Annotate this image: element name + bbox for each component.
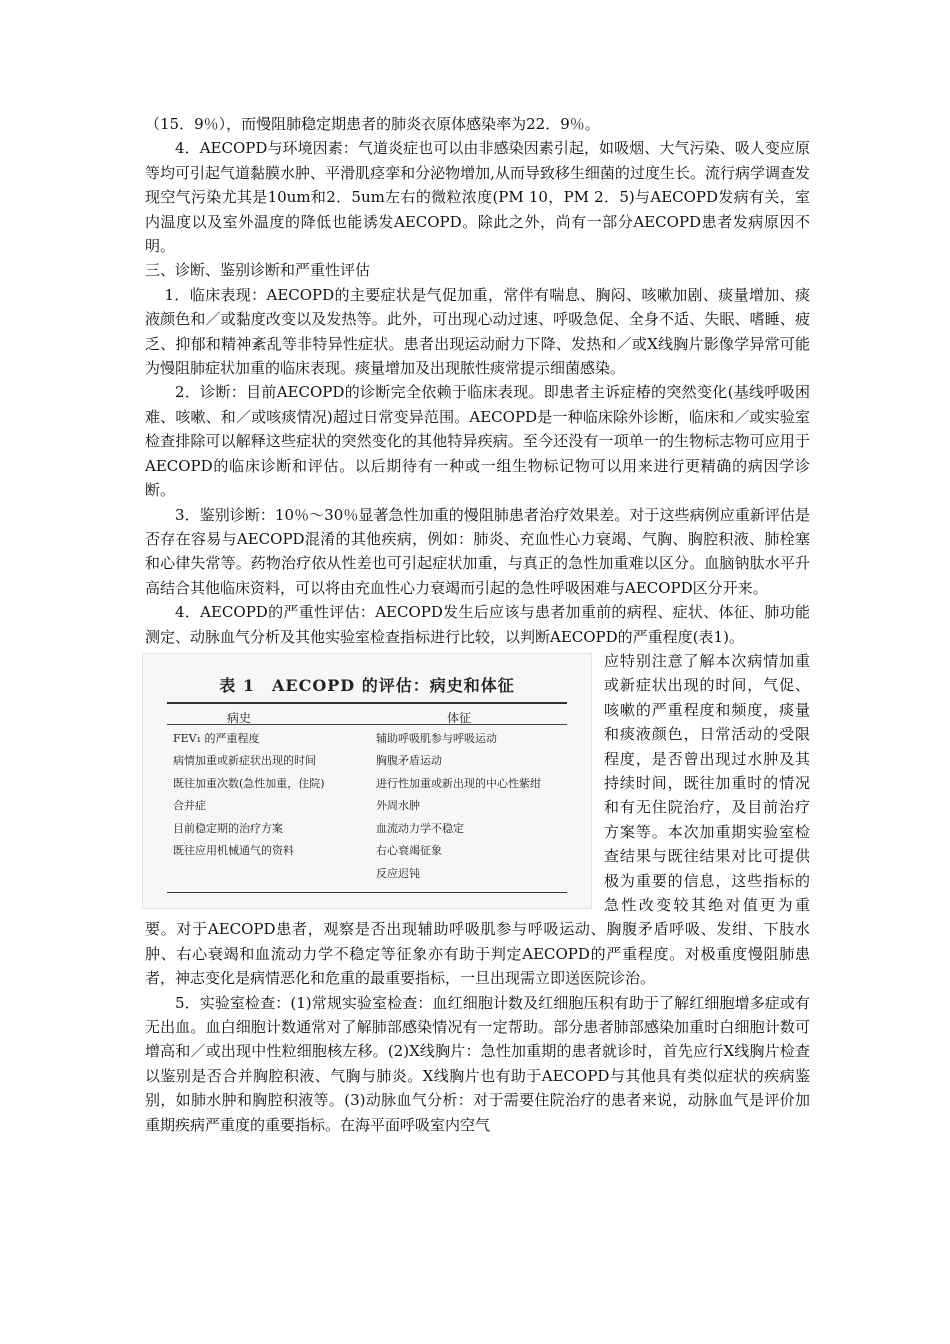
table-cell: 反应迟钝	[376, 866, 420, 880]
paragraph-lab-tests: 5．实验室检查：(1)常规实验室检查：血红细胞计数及红细胞压积有助于了解红细胞增多症或有无出血。血白细胞计数通常对了解肺部感染情况有一定帮助。部分患者肺部感染加重时白细胞计数可增高和／或出现中性粒细胞核左移。(2)X线胸片：急性加重期的患者就诊时，首先应行X线胸片检查以鉴别是否合并胸腔积液、气胸与肺炎。X线胸片也有助于AECOPD与其他具有类似症状的疾病鉴别，如肺水肿和胸腔积液等。(3)动脉血气分析：对于需要住院治疗的患者来说，动脉血气是评价加重期疾病严重度的重要指标。在海平面呼吸室内空气	[145, 993, 810, 1134]
table-cell: 右心衰竭征象	[376, 844, 442, 858]
section-heading: 三、诊断、鉴别诊断和严重性评估	[145, 261, 371, 280]
table-cell: 辅助呼吸肌参与呼吸运动	[376, 731, 497, 745]
table-cell: 既往加重次数(急性加重，住院)	[173, 776, 325, 790]
table-wrap-section	[145, 649, 810, 991]
paragraph-differential: 3．鉴别诊断：10％～30％显著急性加重的慢阻肺患者治疗效果差。对于这些病例应重新评估是否存在容易与AECOPD混淆的其他疾病，例如：肺炎、充血性心力衰竭、气胸、胸腔积液、肺栓塞和心律失常等。药物治疗依从性差也可引起症状加重，与真正的急性加重难以区分。血脑钠肽水平升高结合其他临床资料，可以将由充血性心力衰竭而引起的急性呼吸困难与AECOPD区分开来。	[145, 505, 810, 597]
table-cell: 进行性加重或新出现的中心性紫绀	[376, 776, 541, 790]
document-page	[145, 112, 810, 1137]
paragraph-clinical: 1．临床表现：AECOPD的主要症状是气促加重，常伴有喘息、胸闷、咳嗽加剧、痰量增加、痰液颜色和／或黏度改变以及发热等。此外，可出现心动过速、呼吸急促、全身不适、失眠、嗜睡、疲乏、抑郁和精神紊乱等非特异性症状。患者出现运动耐力下降、发热和／或X线胸片影像学异常可能为慢阻肺症状加重的临床表现。痰量增加及出现脓性痰常提示细菌感染。	[145, 285, 810, 378]
table-1-figure	[142, 653, 592, 909]
table-cell: 病情加重或新症状出现的时间	[173, 754, 316, 768]
paragraph-2: 4．AECOPD与环境因素：气道炎症也可以由非感染因素引起，如吸烟、大气污染、吸人变应原等均可引起气道黏膜水肿、平滑肌痉挛和分泌物增加,从而导致移生细菌的过度生长。流行病学调查发现空气污染尤其是10um和2．5um左右的微粒浓度(PM 10，PM 2．5)与AECOPD发病有关，室内温度以及室外温度的降低也能诱发AECOPD。除此之外，尚有一部分AECOPD患者发病原因不明。	[145, 139, 810, 256]
table-rule-bottom	[167, 892, 567, 893]
paragraph-diagnosis: 2．诊断：目前AECOPD的诊断完全依赖于临床表现。即患者主诉症椿的突然变化(基线呼吸困难、咳嗽、和／或咳痰情况)超过日常变异范围。AECOPD是一种临床除外诊断，临床和／或实验室检查排除可以解释这些症状的突然变化的其他特异疾病。至今还没有一项单一的生物标志物可应用于AECOPD的临床诊断和评估。以后期待有一种或一组生物标记物可以用来进行更精确的病因学诊断。	[145, 383, 810, 500]
paragraph-severity: 4．AECOPD的严重性评估：AECOPD发生后应该与患者加重前的病程、症状、体征、肺功能测定、动脉血气分析及其他实验室检查指标进行比较，以判断AECOPD的严重程度(表1)。	[145, 603, 810, 646]
paragraph-wrapped: 应特别注意了解本次病情加重或新症状出现的时间，气促、咳嗽的严重程度和频度，痰量和痰液颜色，日常活动的受限程度，是否曾出现过水肿及其持续时间，既往加重时的情况和有无住院治疗，及目前治疗方案等。本次加重期实验室检查结果与既往结果对比可提供极为重要的信息，这些指标的急性改变较其绝对值更为重要。对于AECOPD患者，观察是否出现辅助呼吸肌参与呼吸运动、胸腹矛盾呼吸、发绀、下肢水肿、右心衰竭和血流动力学不稳定等征象亦有助于判定AECOPD的严重程度。对极重度慢阻肺患者，神志变化是病情恶化和危重的最重要指标，一旦出现需立即送医院诊治。	[145, 651, 810, 988]
table-header-signs: 体征	[447, 710, 472, 725]
table-cell: 外周水肿	[376, 799, 420, 813]
table-cell: 血流动力学不稳定	[376, 821, 464, 835]
paragraph-1: （15．9％），而慢阻肺稳定期患者的肺炎衣原体感染率为22．9％。	[145, 115, 600, 133]
table-header-history: 病史	[227, 710, 252, 725]
table-cell: 胸腹矛盾运动	[376, 754, 442, 768]
table-signs-column	[376, 728, 541, 886]
table-cell: 合并症	[173, 799, 206, 813]
table-cell: FEV₁ 的严重程度	[173, 731, 260, 745]
table-cell: 目前稳定期的治疗方案	[173, 821, 283, 835]
table-rule-mid	[167, 724, 567, 725]
table-title: 表 1 AECOPD 的评估：病史和体征	[219, 675, 515, 695]
table-cell: 既往应用机械通气的资料	[173, 844, 294, 858]
table-rule-top	[167, 702, 567, 704]
table-history-column	[173, 728, 325, 863]
